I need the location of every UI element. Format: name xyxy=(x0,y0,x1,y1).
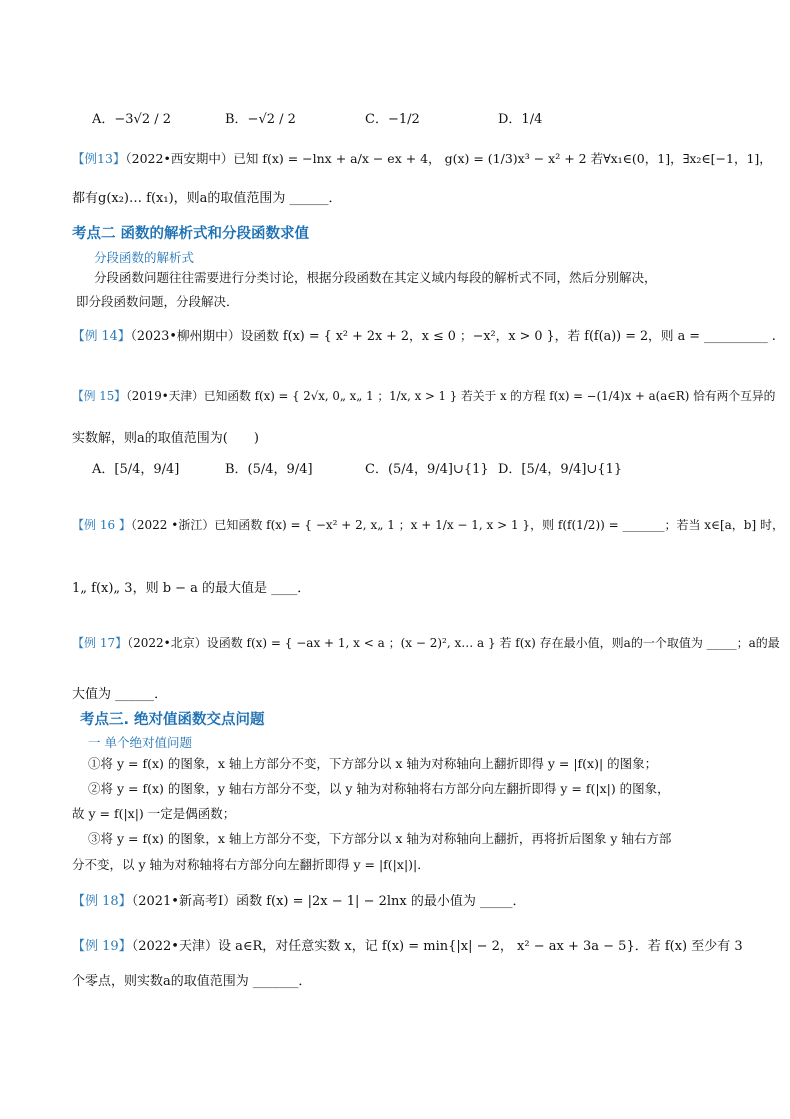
option-a: A．−3√2 / 2 xyxy=(92,112,172,127)
example-text: （2019•天津）已知函数 f(x) = { 2√x, 0„ x„ 1 ；1/x, x > 1 } 若关于 x 的方程 f(x) = −(1/4)x + a(a∈R) 恰有两个互异的 xyxy=(125,389,776,403)
example-13 xyxy=(72,150,772,168)
section-subheading: 分段函数的解析式 xyxy=(94,250,195,265)
example-18 xyxy=(72,893,526,911)
example-tag: 【例 16 】 xyxy=(72,518,131,532)
example-15 xyxy=(72,387,775,405)
section-subheading: 一 单个绝对值问题 xyxy=(88,735,192,750)
paragraph: 分段函数问题往往需要进行分类讨论，根据分段函数在其定义域内每段的解析式不同，然后分别解决， xyxy=(94,270,657,285)
option-d: D．[5/4，9/4]∪{1} xyxy=(498,462,623,477)
example-text: （2023•柳州期中）设函数 f(x) = { x² + 2x + 2，x ≤ 0 ；−x²，x > 0 }，若 f(f(a)) = 2，则 a = __________ . xyxy=(130,329,776,344)
example-text: （2022•北京）设函数 f(x) = { −ax + 1, x < a ；(x − 2)², x… a } 若 f(x) 存在最小值，则a的一个取值为 _____；a的最 xyxy=(127,636,780,650)
paragraph: ③将 y = f(x) 的图象，x 轴上方部分不变，下方部分以 x 轴为对称轴向上翻折，再将折后图象 y 轴右方部 xyxy=(88,831,672,846)
example-14 xyxy=(72,328,776,346)
example-text: （2022 •浙江）已知函数 f(x) = { −x² + 2, x„ 1 ；x + 1/x − 1, x > 1 }，则 f(f(1/2)) = _______；若当 x∈[a，b] 时， xyxy=(130,518,784,532)
example-tag: 【例13】 xyxy=(72,151,126,166)
paragraph: ①将 y = f(x) 的图象，x 轴上方部分不变，下方部分以 x 轴为对称轴向上翻折即得 y = |f(x)| 的图象； xyxy=(88,756,658,771)
example-text: （2022•西安期中）已知 f(x) = −lnx + a/x − ex + 4， g(x) = (1/3)x³ − x² + 2 若∀x₁∈(0，1]，∃x₂∈[−1，1]， xyxy=(125,151,772,166)
example-15-cont: 实数解，则a的取值范围为( ) xyxy=(72,431,259,446)
example-19-cont: 个零点，则实数a的取值范围为 _______． xyxy=(72,974,312,989)
paragraph: 即分段函数问题，分段解决． xyxy=(76,294,239,309)
paragraph: ②将 y = f(x) 的图象，y 轴右方部分不变，以 y 轴为对称轴将右方部分向左翻折即得 y = f(|x|) 的图象， xyxy=(88,781,670,796)
example-text: （2021•新高考Ⅰ）函数 f(x) = |2x − 1| − 2lnx 的最小值为 _____． xyxy=(131,894,526,909)
option-c: C．(5/4，9/4]∪{1} xyxy=(365,462,489,477)
example-tag: 【例 15】 xyxy=(72,389,126,403)
example-tag: 【例 19】 xyxy=(72,939,132,954)
example-17-cont: 大值为 ______． xyxy=(72,687,168,702)
example-text: （2022•天津）设 a∈R，对任意实数 x，记 f(x) = min{|x| − 2， x² − ax + 3a − 5}．若 f(x) 至少有 3 xyxy=(131,939,743,954)
example-19 xyxy=(72,938,743,956)
example-tag: 【例 18】 xyxy=(72,894,132,909)
paragraph: 分不变，以 y 轴为对称轴将右方部分向左翻折即得 y = |f(|x|)|． xyxy=(72,857,430,872)
paragraph: 故 y = f(|x|) 一定是偶函数； xyxy=(72,806,236,821)
example-tag: 【例 17】 xyxy=(72,636,128,650)
example-16 xyxy=(72,516,784,534)
example-16-cont: 1„ f(x)„ 3，则 b − a 的最大值是 ____． xyxy=(72,581,311,596)
option-b: B．−√2 / 2 xyxy=(225,112,296,127)
option-a: A．[5/4，9/4] xyxy=(92,462,180,477)
example-tag: 【例 14】 xyxy=(72,329,131,344)
option-d: D．1/4 xyxy=(498,112,543,127)
example-13-cont: 都有g(x₂)… f(x₁)，则a的取值范围为 ______． xyxy=(72,191,342,206)
example-17 xyxy=(72,634,780,652)
option-c: C．−1/2 xyxy=(365,112,420,127)
section-heading: 考点三. 绝对值函数交点问题 xyxy=(80,712,265,728)
section-heading: 考点二 函数的解析式和分段函数求值 xyxy=(72,226,310,242)
option-b: B．(5/4，9/4] xyxy=(225,462,313,477)
